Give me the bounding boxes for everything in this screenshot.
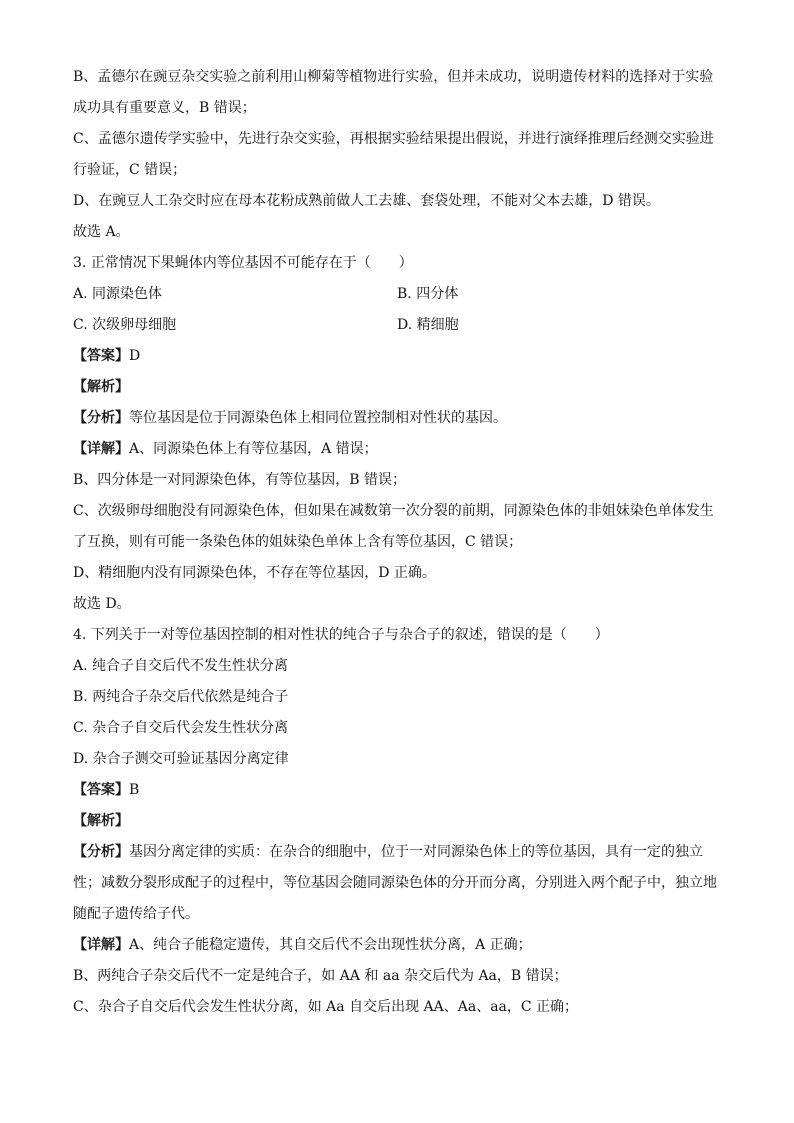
q3-fenxi xyxy=(73,405,721,436)
q3-answer xyxy=(73,343,721,374)
xiangjie-tag: 【详解】 xyxy=(73,937,129,953)
q3-option-b: B. 四分体 xyxy=(397,286,459,302)
analysis-tag: 【解析】 xyxy=(73,379,129,395)
q4-option-b: B. 两纯合子杂交后代依然是纯合子 xyxy=(73,689,289,705)
fenxi-tag: 【分析】 xyxy=(73,844,129,860)
q2-option-c-explanation-line1: C、孟德尔遗传学实验中，先进行杂交实验，再根据实验结果提出假说，并进行演绎推理后经测交实验进 xyxy=(73,131,714,147)
xiangjie-a-text: A、同源染色体上有等位基因，A 错误； xyxy=(129,441,378,457)
q3-stem: 3. 正常情况下果蝇体内等位基因不可能存在于（ ） xyxy=(73,255,413,271)
xiangjie-tag: 【详解】 xyxy=(73,441,129,457)
fenxi-tag: 【分析】 xyxy=(73,410,129,426)
q3-analysis-heading xyxy=(73,374,721,405)
document-page xyxy=(73,64,721,1025)
q3-choice: 故选 D。 xyxy=(73,596,131,612)
q2-option-c-explanation-line2: 行验证，C 错误； xyxy=(73,162,187,178)
q3-option-c: C. 次级卵母细胞 xyxy=(73,317,177,333)
q3-xiangjie-a xyxy=(73,436,721,467)
q3-options-row1 xyxy=(73,281,721,312)
q4-stem: 4. 下列关于一对等位基因控制的相对性状的纯合子与杂合子的叙述，错误的是（ ） xyxy=(73,627,609,643)
analysis-tag: 【解析】 xyxy=(73,813,129,829)
q4-answer xyxy=(73,777,721,808)
answer-value: B xyxy=(129,782,140,798)
answer-tag: 【答案】 xyxy=(73,782,129,798)
fenxi-text: 基因分离定律的实质：在杂合的细胞中，位于一对同源染色体上的等位基因，具有一定的独立 xyxy=(129,844,703,860)
q4-option-c: C. 杂合子自交后代会发生性状分离 xyxy=(73,720,289,736)
q3-option-a: A. 同源染色体 xyxy=(73,286,163,302)
q4-xiangjie-a xyxy=(73,932,721,963)
answer-tag: 【答案】 xyxy=(73,348,129,364)
q4-explanation-b: B、两纯合子杂交后代不一定是纯合子，如 AA 和 aa 杂交后代为 Aa，B 错误； xyxy=(73,968,568,984)
q3-explanation-c-line1: C、次级卵母细胞没有同源染色体，但如果在减数第一次分裂的前期，同源染色体的非姐妹染色单体发生 xyxy=(73,503,714,519)
q2-choice: 故选 A。 xyxy=(73,224,130,240)
xiangjie-a-text: A、纯合子能稳定遗传，其自交后代不会出现性状分离，A 正确； xyxy=(129,937,532,953)
q2-option-b-explanation-line1: B、孟德尔在豌豆杂交实验之前利用山柳菊等植物进行实验，但并未成功，说明遗传材料的选择对于实验 xyxy=(73,69,714,85)
q4-option-a: A. 纯合子自交后代不发生性状分离 xyxy=(73,658,289,674)
q3-explanation-d: D、精细胞内没有同源染色体，不存在等位基因，D 正确。 xyxy=(73,565,436,581)
q3-explanation-b: B、四分体是一对同源染色体，有等位基因，B 错误； xyxy=(73,472,407,488)
q3-options-row2 xyxy=(73,312,721,343)
q3-option-d: D. 精细胞 xyxy=(397,317,459,333)
q4-option-d: D. 杂合子测交可验证基因分离定律 xyxy=(73,751,289,767)
q2-option-d-explanation: D、在豌豆人工杂交时应在母本花粉成熟前做人工去雄、套袋处理，不能对父本去雄，D 错误。 xyxy=(73,193,660,209)
q4-analysis-heading xyxy=(73,808,721,839)
q4-fenxi-line3: 随配子遗传给子代。 xyxy=(73,906,199,922)
q3-explanation-c-line2: 了互换，则有可能一条染色体的姐妹染色单体上含有等位基因，C 错误； xyxy=(73,534,523,550)
fenxi-text: 等位基因是位于同源染色体上相同位置控制相对性状的基因。 xyxy=(129,410,507,426)
q4-fenxi-line1 xyxy=(73,839,721,870)
q2-option-b-explanation-line2: 成功具有重要意义，B 错误； xyxy=(73,100,256,116)
q4-explanation-c: C、杂合子自交后代会发生性状分离，如 Aa 自交后出现 AA、Aa、aa，C 正确； xyxy=(73,999,579,1015)
q4-fenxi-line2: 性；减数分裂形成配子的过程中，等位基因会随同源染色体的分开而分离，分别进入两个配子中，独立地 xyxy=(73,875,717,891)
answer-value: D xyxy=(129,348,141,364)
